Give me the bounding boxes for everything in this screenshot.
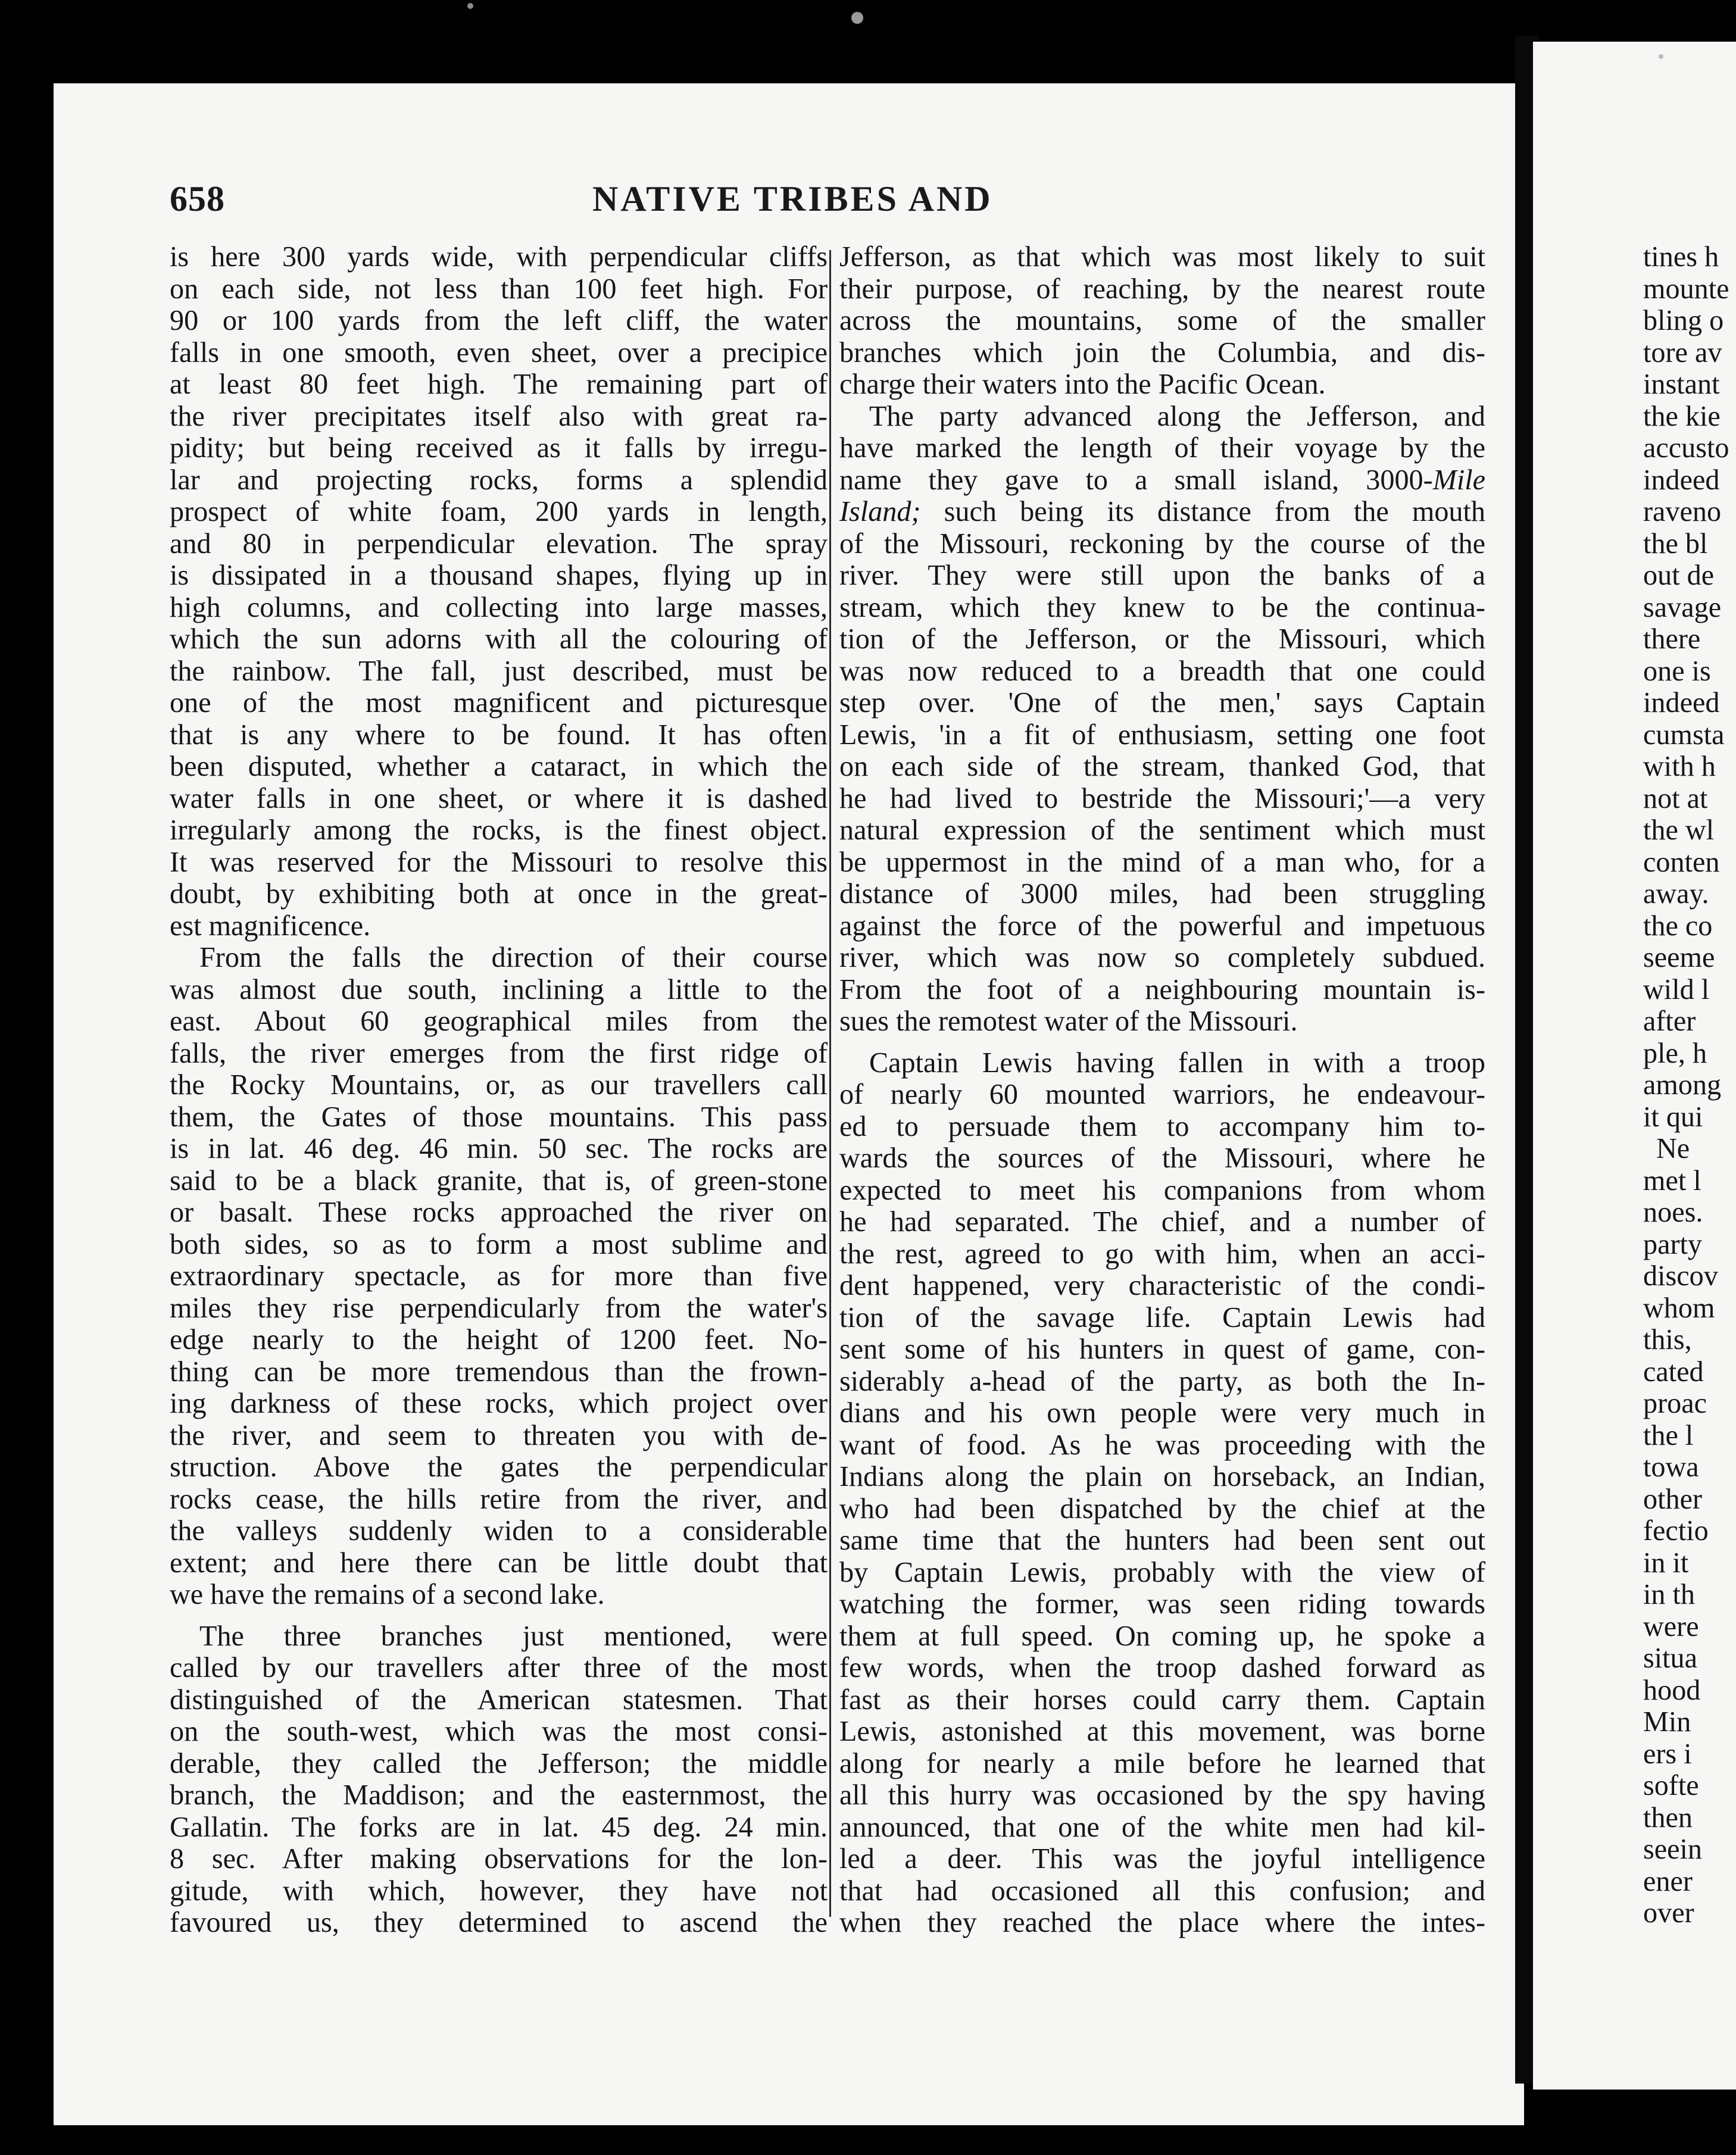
right-column-line: few words, when the troop dashed forward as [839,1652,1485,1684]
right-column-line: be uppermost in the mind of a man who, for a [839,846,1485,878]
left-column-line: them, the Gates of those mountains. This pass [170,1101,828,1133]
left-column-line: pidity; but being received as it falls by irregu- [170,432,828,464]
adjacent-page-line: ple, h [1643,1037,1707,1069]
adjacent-page-line: party [1643,1228,1703,1260]
left-column-line: extent; and here there can be little doubt that [170,1547,828,1579]
right-column-line: when they reached the place where the intes- [839,1907,1485,1938]
right-column-line: expected to meet his companions from whom [839,1174,1485,1206]
adjacent-page-line: in th [1643,1579,1696,1610]
left-column-line: distinguished of the American statesmen. That [170,1684,828,1716]
right-column-line: tion of the Jefferson, or the Missouri, which [839,623,1485,655]
right-column-line: of nearly 60 mounted warriors, he endeavour- [839,1079,1485,1110]
adjacent-page-line: the l [1643,1419,1694,1451]
adjacent-page-line: wild l [1643,973,1710,1005]
right-column-line: tion of the savage life. Captain Lewis had [839,1301,1485,1333]
right-column-line: fast as their horses could carry them. Captain [839,1684,1485,1716]
right-column-line: dent happened, very characteristic of the condi- [839,1270,1485,1301]
adjacent-page-line: out de [1643,560,1715,591]
right-column-line: across the mountains, some of the smaller [839,305,1485,336]
adjacent-page-line: cumsta [1643,719,1725,751]
adjacent-page-line: one is [1643,655,1711,687]
left-column-line: rocks cease, the hills retire from the river, and [170,1483,828,1515]
left-column-line: edge nearly to the height of 1200 feet. No- [170,1324,828,1356]
left-column-line: we have the remains of a second lake. [170,1579,605,1610]
right-column-line: by Captain Lewis, probably with the view of [839,1556,1485,1588]
left-column-line: both sides, so as to form a most sublime and [170,1228,828,1260]
adjacent-page-line: bling o [1643,305,1724,336]
adjacent-page-line: savage [1643,591,1722,623]
adjacent-page-line: not at [1643,782,1708,814]
right-column-line: Lewis, astonished at this movement, was borne [839,1716,1485,1747]
right-column-line: branches which join the Columbia, and dis- [839,336,1485,368]
right-column-line: dians and his own people were very much in [839,1397,1485,1429]
right-column-line: have marked the length of their voyage by the [839,432,1485,464]
adjacent-page-line: the wl [1643,814,1715,846]
adjacent-page-line: proac [1643,1388,1707,1419]
right-column-line: name they gave to a small island, 3000-Mile [839,464,1485,496]
right-column-line: natural expression of the sentiment which must [839,814,1485,846]
left-column-line: at least 80 feet high. The remaining part of [170,368,828,400]
adjacent-page-line: after [1643,1005,1696,1037]
right-column-line: distance of 3000 miles, had been struggling [839,878,1485,910]
adjacent-page-line: Ne [1656,1133,1690,1164]
right-column-line: The party advanced along the Jefferson, and [869,400,1485,432]
right-column-line: on each side of the stream, thanked God, that [839,751,1485,782]
adjacent-page-line: were [1643,1610,1699,1642]
adjacent-page-line: mounte [1643,273,1729,305]
adjacent-page-line: fectio [1643,1515,1709,1547]
adjacent-page-line: cated [1643,1356,1704,1388]
adjacent-page-line: seein [1643,1834,1703,1865]
left-column-line: The three branches just mentioned, were [199,1620,828,1652]
right-column-line: all this hurry was occasioned by the spy having [839,1779,1485,1811]
right-column-line: step over. 'One of the men,' says Captain [839,687,1485,719]
adjacent-page-line: hood [1643,1674,1701,1706]
adjacent-page-line: the kie [1643,400,1721,432]
adjacent-page-line: met l [1643,1164,1701,1197]
right-column-line: Captain Lewis having fallen in with a troop [869,1047,1485,1079]
right-column-line: he had lived to bestride the Missouri;'—a very [839,782,1485,814]
adjacent-page-line: then [1643,1801,1693,1834]
left-column-line: called by our travellers after three of the most [170,1652,828,1684]
right-column-line: charge their waters into the Pacific Ocean. [839,368,1326,400]
left-column-line: said to be a black granite, that is, of green-stone [170,1164,828,1197]
adjacent-page-line: softe [1643,1770,1699,1801]
left-column-line: is in lat. 46 deg. 46 min. 50 sec. The rocks are [170,1133,828,1164]
left-column-line: ing darkness of these rocks, which project over [170,1388,828,1419]
adjacent-page-line: over [1643,1897,1694,1929]
right-column-line: From the foot of a neighbouring mountain is- [839,973,1485,1005]
adjacent-page-line: other [1643,1483,1703,1515]
left-column-line: and 80 in perpendicular elevation. The spray [170,527,828,560]
right-column-line: want of food. As he was proceeding with the [839,1429,1485,1461]
adjacent-page-line: it qui [1643,1101,1703,1133]
adjacent-page-line: there [1643,623,1701,655]
left-column-line: been disputed, whether a cataract, in which the [170,751,828,782]
adjacent-page-line: towa [1643,1451,1699,1483]
right-column-line: that had occasioned all this confusion; and [839,1875,1485,1907]
right-column-line: against the force of the powerful and impetuous [839,910,1485,942]
left-column-line: or basalt. These rocks approached the river on [170,1197,828,1228]
left-column-line: extraordinary spectacle, as for more than five [170,1260,828,1292]
left-column-line: 90 or 100 yards from the left cliff, the water [170,305,828,336]
left-column-line: which the sun adorns with all the colouring of [170,623,828,655]
adjacent-page-line: this, [1643,1324,1692,1356]
adjacent-page-line: with h [1643,751,1716,782]
adjacent-page-line: seeme [1643,942,1715,973]
left-column-line: prospect of white foam, 200 yards in length, [170,496,828,527]
left-column-line: irregularly among the rocks, is the finest object. [170,814,828,846]
adjacent-page-line: noes. [1643,1197,1703,1228]
text-column-left [170,241,828,1939]
right-column-line: them at full speed. On coming up, he spoke a [839,1620,1485,1652]
right-column-line: sent some of his hunters in quest of game, con- [839,1333,1485,1365]
left-column-line: miles they rise perpendicularly from the water's [170,1292,828,1324]
right-column-line: Indians along the plain on horseback, an Indian, [839,1461,1485,1492]
left-column-line: It was reserved for the Missouri to resolve this [170,846,828,878]
left-column-line: branch, the Maddison; and the easternmost, the [170,1779,828,1811]
left-column-line: one of the most magnificent and picturesque [170,687,828,719]
page-number: 658 [170,179,225,218]
adjacent-page-line: ers i [1643,1738,1692,1770]
right-column-line: Island; such being its distance from the mouth [839,496,1485,527]
adjacent-page-line: away. [1643,878,1709,910]
left-column-line: on the south-west, which was the most consi- [170,1716,828,1747]
left-column-line: that is any where to be found. It has often [170,719,828,751]
left-column-line: is here 300 yards wide, with perpendicular cliffs [170,241,828,273]
adjacent-page-line: among [1643,1069,1722,1101]
right-column-line: watching the former, was seen riding towards [839,1588,1485,1620]
left-column-line: is dissipated in a thousand shapes, flying up in [170,560,828,591]
right-column-line: ed to persuade them to accompany him to- [839,1110,1485,1142]
adjacent-page-line: instant [1643,368,1720,400]
adjacent-page-line: indeed [1643,464,1720,496]
adjacent-page-line: conten [1643,846,1720,878]
left-column-line: 8 sec. After making observations for the lon- [170,1843,828,1875]
right-column-line: was now reduced to a breadth that one could [839,655,1485,687]
left-column-line: favoured us, they determined to ascend the [170,1907,828,1938]
adjacent-page-line: tore av [1643,336,1722,368]
left-column-line: the rainbow. The fall, just described, must be [170,655,828,687]
adjacent-page-line: Min [1643,1706,1691,1738]
left-column-line: thing can be more tremendous than the frown- [170,1356,828,1388]
page-header [116,179,1426,232]
left-column-line: was almost due south, inclining a little to the [170,973,828,1005]
adjacent-page-line: situa [1643,1642,1698,1674]
adjacent-page-line: indeed [1643,687,1720,719]
left-column-line: the valleys suddenly widen to a considerable [170,1515,828,1547]
left-column-line: high columns, and collecting into large masses, [170,591,828,623]
right-column-line: the rest, agreed to go with him, when an acci- [839,1238,1485,1270]
adjacent-page-line: in it [1643,1547,1689,1579]
adjacent-page-line: ener [1643,1865,1693,1897]
right-column-line: he had separated. The chief, and a number of [839,1206,1485,1238]
adjacent-page-text-fragment [1643,241,1736,1929]
left-column-line: lar and projecting rocks, forms a splendid [170,464,828,496]
adjacent-page-line: the co [1643,910,1713,942]
left-column-line: gitude, with which, however, they have not [170,1875,828,1907]
adjacent-page-line: the bl [1643,527,1708,560]
left-column-line: the Rocky Mountains, or, as our travellers call [170,1069,828,1101]
right-column-line: their purpose, of reaching, by the nearest route [839,273,1485,305]
left-column-line: falls, the river emerges from the first ridge of [170,1037,828,1069]
right-column-line: along for nearly a mile before he learned that [839,1747,1485,1779]
adjacent-page-line: accusto [1643,432,1729,464]
right-column-line: river, which was now so completely subdued. [839,942,1485,973]
left-column-line: falls in one smooth, even sheet, over a precipice [170,336,828,368]
left-column-line: the river, and seem to threaten you with de- [170,1419,828,1451]
running-title: NATIVE TRIBES AND [592,179,993,218]
left-column-line: Gallatin. The forks are in lat. 45 deg. 24 min. [170,1811,828,1843]
left-column-line: derable, they called the Jefferson; the middle [170,1747,828,1779]
left-column-line: on each side, not less than 100 feet high. For [170,273,828,305]
left-column-line: doubt, by exhibiting both at once in the great- [170,878,828,910]
right-column-line: led a deer. This was the joyful intelligence [839,1843,1485,1875]
right-column-line: sues the remotest water of the Missouri. [839,1005,1298,1037]
right-column-line: siderably a-head of the party, as both the In- [839,1365,1485,1397]
right-column-line: who had been dispatched by the chief at the [839,1492,1485,1525]
right-column-line: Jefferson, as that which was most likely to suit [839,241,1485,273]
left-column-line: water falls in one sheet, or where it is dashed [170,782,828,814]
column-divider [829,250,831,1917]
left-column-line: From the falls the direction of their course [199,942,828,973]
adjacent-page-line: discov [1643,1260,1718,1292]
right-column-line: Lewis, 'in a fit of enthusiasm, setting one foot [839,719,1485,751]
right-column-line: river. They were still upon the banks of a [839,560,1485,591]
adjacent-page-line: tines h [1643,241,1719,273]
left-column-line: struction. Above the gates the perpendicular [170,1451,828,1483]
right-column-line: wards the sources of the Missouri, where he [839,1142,1485,1174]
adjacent-page-line: whom [1643,1292,1715,1324]
left-column-line: the river precipitates itself also with great ra- [170,400,828,432]
adjacent-page-line: raveno [1643,496,1722,527]
right-column-line: announced, that one of the white men had kil- [839,1811,1485,1843]
right-column-line: of the Missouri, reckoning by the course of the [839,527,1485,560]
left-column-line: east. About 60 geographical miles from the [170,1005,828,1037]
left-column-line: est magnificence. [170,910,371,942]
right-column-line: stream, which they knew to be the continua- [839,591,1485,623]
right-column-line: same time that the hunters had been sent out [839,1525,1485,1556]
text-column-right [839,241,1485,1939]
